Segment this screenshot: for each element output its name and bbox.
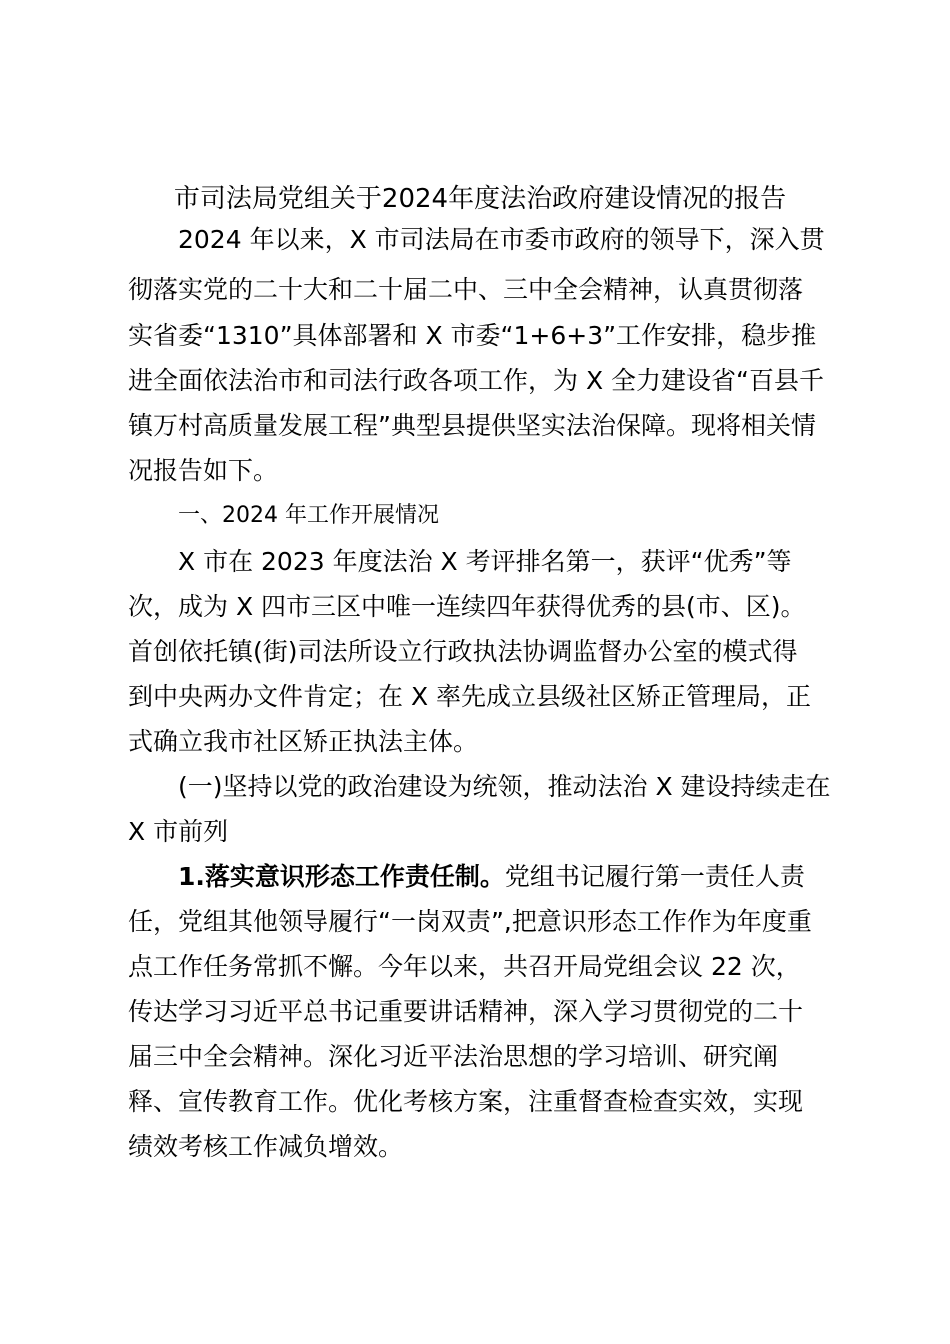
- item-line-4: 传达学习习近平总书记重要讲话精神，深入学习贯彻党的二十: [128, 997, 804, 1026]
- item-line-2: 任，党组其他领导履行“一岗双责”,把意识形态工作作为年度重: [128, 907, 812, 936]
- intro-line-4: 进全面依法治市和司法行政各项工作，为 X 全力建设省“百县千: [128, 366, 824, 395]
- subsection-heading-line-1: (一)坚持以党的政治建设为统领，推动法治 X 建设持续走在: [178, 772, 831, 801]
- intro-line-3: 实省委“1310”具体部署和 X 市委“1+6+3”工作安排，稳步推: [128, 321, 817, 350]
- intro-line-2: 彻落实党的二十大和二十届二中、三中全会精神，认真贯彻落: [128, 275, 804, 304]
- item-line-6: 释、宣传教育工作。优化考核方案，注重督查检查实效，实现: [128, 1087, 804, 1116]
- item-heading: 1.落实意识形态工作责任制。: [178, 862, 505, 891]
- item-paragraph-line-1: [178, 855, 805, 899]
- section-line-5: 式确立我市社区矫正执法主体。: [128, 727, 479, 756]
- section-heading: 一、2024 年工作开展情况: [178, 503, 439, 528]
- item-line-5: 届三中全会精神。深化习近平法治思想的学习培训、研究阐: [128, 1042, 779, 1071]
- subsection-heading-line-2: X 市前列: [128, 817, 229, 846]
- item-line-7: 绩效考核工作减负增效。: [128, 1132, 404, 1161]
- intro-line-5: 镇万村高质量发展工程”典型县提供坚实法治保障。现将相关情: [128, 411, 816, 440]
- item-line-3: 点工作任务常抓不懈。今年以来，共召开局党组会议 22 次，: [128, 952, 801, 981]
- document-title: 市司法局党组关于2024年度法治政府建设情况的报告: [173, 184, 787, 214]
- intro-line-6: 况报告如下。: [128, 456, 279, 485]
- intro-line-1: 2024 年以来，X 市司法局在市委市政府的领导下，深入贯: [178, 225, 825, 254]
- section-line-1: X 市在 2023 年度法治 X 考评排名第一，获评“优秀”等: [178, 547, 792, 576]
- section-line-4: 到中央两办文件肯定；在 X 率先成立县级社区矫正管理局，正: [128, 682, 812, 711]
- section-line-3: 首创依托镇(街)司法所设立行政执法协调监督办公室的模式得: [128, 637, 798, 666]
- section-line-2: 次，成为 X 四市三区中唯一连续四年获得优秀的县(市、区)。: [128, 592, 806, 621]
- item-heading-rest: 党组书记履行第一责任人责: [504, 862, 805, 891]
